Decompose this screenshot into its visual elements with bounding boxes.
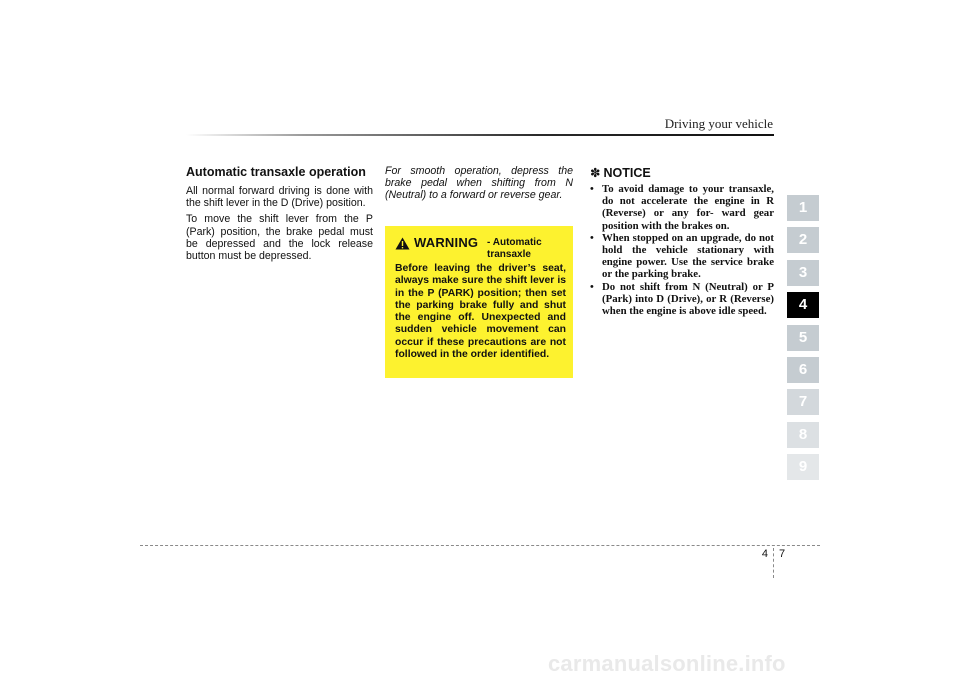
list-item: • To avoid damage to your transaxle, do not accelerate the engine in R (Reverse) or any for- ward gear position with the brakes on. [590,183,774,232]
footer-rule [140,545,820,546]
chapter-tab-1[interactable]: 1 [787,195,819,221]
footer-divider [773,548,774,578]
chapter-tab-6[interactable]: 6 [787,357,819,383]
left-column [186,165,373,266]
page-number: 7 [779,548,786,560]
chapter-tab-5[interactable]: 5 [787,325,819,351]
bullet-icon: • [590,231,594,244]
chapter-tab-2[interactable]: 2 [787,227,819,253]
chapter-tab-4[interactable]: 4 [787,292,819,318]
watermark: carmanualsonline.info [548,651,786,676]
notice-title: NOTICE [603,166,651,180]
list-item: • When stopped on an upgrade, do not hold the vehicle stationary with engine power. Use the service brake or the parking brake. [590,231,774,281]
notice-star-icon: ✽ [590,166,601,180]
notice-list [590,183,774,317]
chapter-tab-9[interactable]: 9 [787,454,819,480]
warning-box [385,226,573,378]
running-head: Driving your vehicle [664,116,773,131]
smooth-operation-note: For smooth operation, depress the brake pedal when shifting from N (Neutral) to a forward or reverse gear. [385,165,573,202]
chapter-tab-3[interactable]: 3 [787,260,819,286]
page-chapter-number: 4 [761,548,768,560]
paragraph-shift-park: To move the shift lever from the P (Park) position, the brake pedal must be depressed and the lock release button must be depressed. [186,213,373,263]
warning-triangle-icon [395,237,410,250]
warning-header [395,235,566,263]
chapter-tab-7[interactable]: 7 [787,389,819,415]
bullet-icon: • [590,183,594,195]
notice-column [590,165,774,317]
bullet-icon: • [590,280,594,293]
middle-column [385,165,573,202]
section-title: Automatic transaxle operation [186,165,366,179]
warning-label: WARNING [414,235,479,250]
paragraph-shift-drive: All normal forward driving is done with the shift lever in the D (Drive) position. [186,185,373,210]
warning-subtitle: - Automatic transaxle [487,237,542,260]
warning-body: Before leaving the driver’s seat, always make sure the shift lever is in the P (PARK) position; then set the parking brake fully and shut the engine off. Unexpected and sudden vehicle movement can occur if these precautions are not followed in the order identified. [395,263,566,361]
chapter-tab-8[interactable]: 8 [787,422,819,448]
notice-header [590,165,774,180]
chapter-tabs [787,195,819,487]
header-rule [186,134,774,136]
list-item: • Do not shift from N (Neutral) or P (Park) into D (Drive), or R (Reverse) when the engine is above idle speed. [590,280,774,318]
